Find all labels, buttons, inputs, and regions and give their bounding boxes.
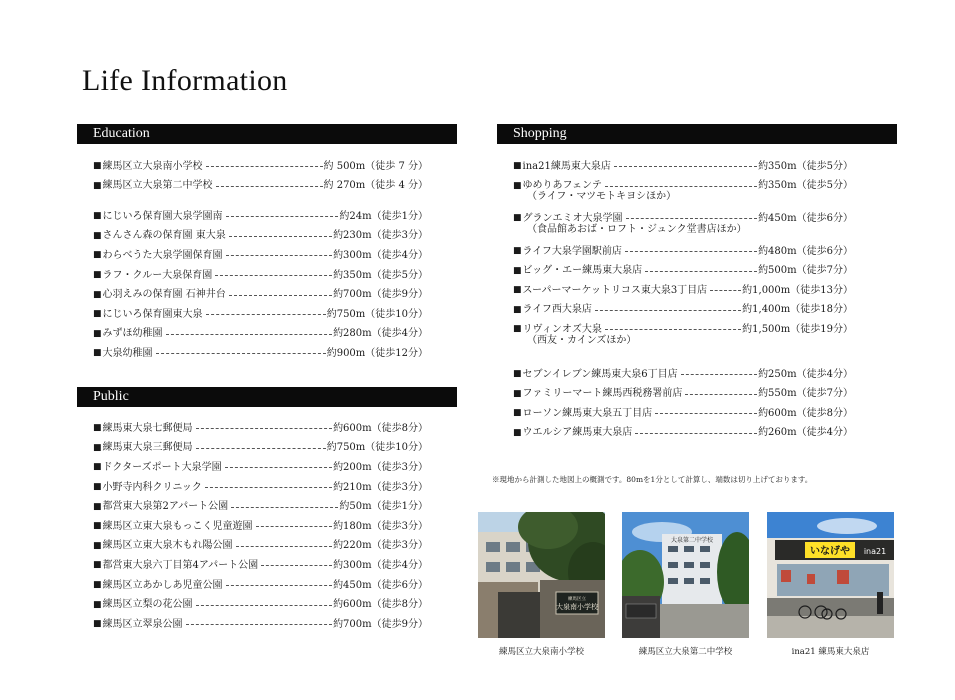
bullet-icon: ■ — [93, 482, 102, 493]
item-distance: 約600m（徒歩8分） — [333, 422, 428, 434]
item-distance: 約1,400m（徒歩18分） — [742, 304, 853, 316]
bullet-icon: ■ — [513, 427, 522, 438]
caption-junior-high-school: 練馬区立大泉第二中学校 — [638, 647, 733, 657]
item-distance: 約300m（徒歩4分） — [333, 249, 428, 261]
bullet-icon: ■ — [93, 230, 102, 241]
item-distance: 約220m（徒歩3分） — [333, 540, 428, 552]
item-name: 練馬東大泉七郵便局 — [102, 422, 193, 434]
item-distance: 約180m（徒歩3分） — [333, 520, 428, 532]
dotted-leader — [225, 467, 332, 468]
bullet-icon: ■ — [93, 161, 102, 172]
dotted-leader — [196, 605, 333, 606]
item-distance: 約24m（徒歩1分） — [339, 210, 428, 222]
item-distance: 約750m（徒歩10分） — [326, 442, 428, 454]
item-distance: 約350m（徒歩5分） — [758, 180, 853, 192]
dotted-leader — [206, 314, 326, 315]
dotted-leader — [229, 236, 332, 237]
bullet-icon: ■ — [93, 309, 102, 320]
item-name: ファミリーマート練馬西税務署前店 — [522, 388, 683, 400]
list-item — [513, 281, 853, 301]
item-distance: 約480m（徒歩6分） — [758, 245, 853, 257]
bullet-icon: ■ — [513, 324, 522, 335]
item-distance: 約700m（徒歩9分） — [333, 618, 428, 630]
bullet-icon: ■ — [93, 250, 102, 261]
item-name: みずほ幼稚園 — [102, 328, 163, 340]
dotted-leader — [236, 546, 333, 547]
item-distance: 約300m（徒歩4分） — [333, 559, 428, 571]
item-name: リヴィンオズ大泉 — [522, 323, 602, 335]
list-item — [93, 285, 428, 305]
bullet-icon: ■ — [93, 442, 102, 453]
bullet-icon: ■ — [93, 211, 102, 222]
item-distance: 約230m（徒歩3分） — [333, 230, 428, 242]
dotted-leader — [655, 413, 757, 414]
caption-supermarket: ina21 練馬東大泉店 — [791, 647, 870, 657]
bullet-icon: ■ — [93, 328, 102, 339]
item-name: ウエルシア練馬東大泉店 — [522, 427, 633, 439]
item-name: 練馬東大泉三郵便局 — [102, 442, 193, 454]
dotted-leader — [226, 585, 333, 586]
item-distance: 約900m（徒歩12分） — [326, 347, 428, 359]
item-name: グランエミオ大泉学園 — [522, 212, 623, 224]
item-name: セブンイレブン練馬東大泉6丁目店 — [522, 368, 678, 380]
item-distance: 約210m（徒歩3分） — [333, 481, 428, 493]
dotted-leader — [205, 487, 332, 488]
bullet-icon: ■ — [513, 180, 522, 191]
list-item — [513, 301, 853, 321]
item-name: ライフ西大泉店 — [522, 304, 592, 316]
item-distance: 約 270m（徒歩 4 分） — [323, 180, 428, 192]
bullet-icon: ■ — [93, 501, 102, 512]
sign-text: 大泉南小学校 — [556, 603, 598, 611]
item-name: さんさん森の保育園 東大泉 — [102, 230, 226, 242]
education-list-nurseries — [93, 207, 428, 364]
item-distance: 約50m（徒歩1分） — [339, 501, 428, 513]
dotted-leader — [645, 271, 757, 272]
photo-supermarket — [767, 512, 894, 638]
item-distance: 約350m（徒歩5分） — [758, 160, 853, 172]
dotted-leader — [196, 448, 326, 449]
dotted-leader — [229, 295, 332, 296]
item-name: ゆめりあフェンテ — [522, 180, 603, 192]
section-shopping: Shopping — [497, 124, 897, 144]
dotted-leader — [605, 329, 741, 330]
item-distance: 約550m（徒歩7分） — [758, 388, 853, 400]
list-item — [513, 384, 853, 404]
item-distance: 約600m（徒歩8分） — [758, 407, 853, 419]
item-distance: 約600m（徒歩8分） — [333, 599, 428, 611]
bullet-icon: ■ — [93, 348, 102, 359]
list-item — [93, 305, 428, 325]
dotted-leader — [256, 526, 333, 527]
item-distance: 約450m（徒歩6分） — [758, 212, 853, 224]
dotted-leader — [226, 255, 333, 256]
list-item — [93, 157, 428, 177]
list-item — [93, 177, 428, 197]
item-name: 練馬区立東大泉もっこく児童遊園 — [102, 520, 253, 532]
item-distance: 約 500m（徒歩 7 分） — [323, 160, 428, 172]
distance-note: ※現地から計測した地図上の概測です。80mを1分として計算し、端数は切り上げております。 — [492, 475, 813, 484]
list-item — [513, 404, 853, 424]
dotted-leader — [206, 166, 323, 167]
item-name: 練馬区立あかしあ児童公園 — [102, 579, 223, 591]
list-item — [93, 344, 428, 364]
bullet-icon: ■ — [513, 246, 522, 257]
item-name: 都営東大泉第2アパート公園 — [102, 501, 229, 513]
dotted-leader — [614, 166, 757, 167]
list-item — [93, 615, 428, 635]
list-item — [93, 595, 428, 615]
list-item — [93, 227, 428, 247]
bullet-icon: ■ — [93, 619, 102, 630]
list-item — [93, 246, 428, 266]
bullet-icon: ■ — [93, 540, 102, 551]
list-item — [93, 439, 428, 459]
section-education: Education — [77, 124, 457, 144]
dotted-leader — [261, 565, 332, 566]
item-name: ラフ・クルー大泉保育園 — [102, 269, 213, 281]
item-subtext: （ライフ・マツモトキヨシほか） — [527, 191, 677, 203]
item-name: 練馬区立大泉南小学校 — [102, 160, 203, 172]
building-sign-text: 大泉第二中学校 — [670, 537, 714, 544]
item-distance: 約750m（徒歩10分） — [326, 308, 428, 320]
dotted-leader — [605, 186, 757, 187]
item-distance: 約350m（徒歩5分） — [333, 269, 428, 281]
photo-junior-high-school — [622, 512, 749, 638]
item-subtext: （西友・カインズほか） — [527, 334, 637, 346]
bullet-icon: ■ — [93, 521, 102, 532]
bullet-icon: ■ — [513, 304, 522, 315]
list-item — [93, 478, 428, 498]
item-name: ina21練馬東大泉店 — [522, 160, 611, 172]
item-name: ビッグ・エー練馬東大泉店 — [522, 265, 643, 277]
dotted-leader — [186, 624, 333, 625]
list-item — [93, 458, 428, 478]
item-subtext: （食品館あおば・ロフト・ジュンク堂書店ほか） — [527, 223, 747, 235]
dotted-leader — [681, 374, 757, 375]
list-item — [513, 365, 853, 385]
list-item — [93, 517, 428, 537]
item-name: スーパーマーケットリコス東大泉3丁目店 — [522, 284, 708, 296]
caption-elementary-school: 練馬区立大泉南小学校 — [498, 647, 584, 657]
item-distance: 約700m（徒歩9分） — [333, 289, 428, 301]
section-public: Public — [77, 387, 457, 407]
item-distance: 約450m（徒歩6分） — [333, 579, 428, 591]
dotted-leader — [626, 218, 758, 219]
list-item — [513, 242, 853, 262]
dotted-leader — [635, 433, 757, 434]
list-item — [513, 157, 853, 177]
dotted-leader — [595, 310, 741, 311]
dotted-leader — [216, 186, 323, 187]
item-name: 大泉幼稚園 — [102, 347, 153, 359]
education-list-schools — [93, 157, 428, 196]
list-item — [93, 576, 428, 596]
dotted-leader — [226, 216, 339, 217]
item-name: 都営東大泉六丁目第4アパート公園 — [102, 559, 259, 571]
bullet-icon: ■ — [513, 285, 522, 296]
bullet-icon: ■ — [513, 265, 522, 276]
list-item — [93, 419, 428, 439]
item-name: 練馬区立東大泉木もれ陽公園 — [102, 540, 233, 552]
dotted-leader — [231, 507, 338, 508]
item-distance: 約200m（徒歩3分） — [333, 461, 428, 473]
store-brand-text: ina21 — [863, 547, 887, 556]
list-item — [93, 207, 428, 227]
dotted-leader — [196, 428, 333, 429]
list-item — [513, 261, 853, 281]
dotted-leader — [710, 290, 741, 291]
dotted-leader — [215, 275, 332, 276]
item-distance: 約250m（徒歩4分） — [758, 368, 853, 380]
list-item — [93, 325, 428, 345]
item-name: 練馬区立大泉第二中学校 — [102, 180, 213, 192]
item-distance: 約260m（徒歩4分） — [758, 427, 853, 439]
item-name: 小野寺内科クリニック — [102, 481, 202, 493]
item-name: ライフ大泉学園駅前店 — [522, 245, 622, 257]
item-name: わらべうた大泉学園保育園 — [102, 249, 223, 261]
list-item — [93, 556, 428, 576]
bullet-icon: ■ — [513, 161, 522, 172]
public-list — [93, 419, 428, 635]
item-name: ローソン練馬東大泉五丁目店 — [522, 407, 653, 419]
item-distance: 約280m（徒歩4分） — [333, 328, 428, 340]
bullet-icon: ■ — [93, 462, 102, 473]
dotted-leader — [685, 394, 757, 395]
list-item — [93, 537, 428, 557]
bullet-icon: ■ — [93, 180, 102, 191]
store-sign-text: いなげや — [810, 546, 850, 557]
item-name: 心羽えみの保育園 石神井台 — [102, 289, 226, 301]
bullet-icon: ■ — [513, 388, 522, 399]
bullet-icon: ■ — [93, 599, 102, 610]
bullet-icon: ■ — [93, 270, 102, 281]
bullet-icon: ■ — [93, 423, 102, 434]
dotted-leader — [625, 251, 757, 252]
bullet-icon: ■ — [93, 289, 102, 300]
item-name: にじいろ保育園大泉学園南 — [102, 210, 223, 222]
item-name: 練馬区立翠泉公園 — [102, 618, 183, 630]
item-distance: 約500m（徒歩7分） — [758, 265, 853, 277]
item-name: 練馬区立梨の花公園 — [102, 599, 193, 611]
item-distance: 約1,500m（徒歩19分） — [742, 323, 853, 335]
sign-small-text: 練馬区立 — [568, 597, 586, 602]
item-name: ドクターズポート大泉学園 — [102, 461, 222, 473]
dotted-leader — [156, 353, 326, 354]
shopping-list — [513, 157, 853, 443]
bullet-icon: ■ — [513, 408, 522, 419]
bullet-icon: ■ — [93, 580, 102, 591]
list-item — [513, 424, 853, 444]
bullet-icon: ■ — [513, 369, 522, 380]
list-item — [93, 266, 428, 286]
page-title: Life Information — [82, 64, 288, 97]
bullet-icon: ■ — [93, 560, 102, 571]
item-distance: 約1,000m（徒歩13分） — [742, 284, 853, 296]
photo-elementary-school — [478, 512, 605, 638]
bullet-icon: ■ — [513, 213, 522, 224]
dotted-leader — [166, 334, 333, 335]
list-item — [93, 497, 428, 517]
item-name: にじいろ保育園東大泉 — [102, 308, 203, 320]
